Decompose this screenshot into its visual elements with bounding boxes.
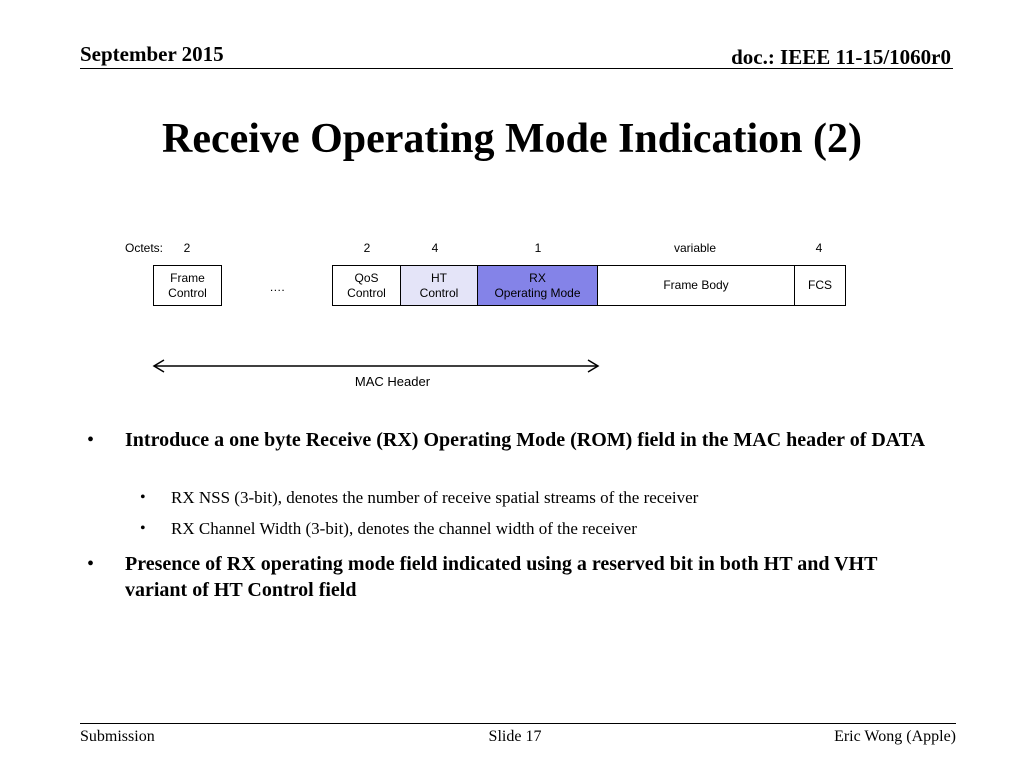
- sub-bullet-dot: •: [140, 520, 146, 537]
- octets-rx-operating-mode: 1: [534, 241, 542, 255]
- octets-fcs: 4: [815, 241, 823, 255]
- field-frame-control-line2: Control: [168, 285, 207, 300]
- field-qos-control: [332, 265, 401, 306]
- field-rx-operating-mode-line1: RX: [529, 270, 546, 285]
- field-ht-control: [400, 265, 478, 306]
- bullet-dot: •: [87, 429, 95, 451]
- bullet-presence-indication: Presence of RX operating mode field indicated using a reserved bit in both HT and VHT variant of HT Control field: [125, 553, 878, 601]
- sub-bullet-rx-nss: RX NSS (3-bit), denotes the number of receive spatial streams of the receiver: [171, 488, 699, 507]
- field-frame-control: [153, 265, 222, 306]
- header-doc-id: doc.: IEEE 11-15/1060r0: [731, 45, 951, 69]
- field-rx-operating-mode: [477, 265, 598, 306]
- bullet-rom-field: Introduce a one byte Receive (RX) Operating Mode (ROM) field in the MAC header of DATA: [125, 429, 926, 451]
- field-fcs-label: FCS: [808, 278, 832, 292]
- octets-frame-control: 2: [183, 241, 191, 255]
- footer-slide-number: Slide 17: [488, 728, 542, 745]
- omitted-fields-ellipsis: ….: [269, 280, 285, 294]
- sub-bullet-dot: •: [140, 489, 146, 506]
- field-ht-control-line2: Control: [419, 285, 459, 300]
- footer-submission: Submission: [80, 728, 155, 745]
- octets-label: Octets:: [124, 241, 163, 255]
- field-frame-control-line1: Frame: [170, 270, 205, 285]
- octets-ht-control: 4: [431, 241, 439, 255]
- field-rx-operating-mode-line2: Operating Mode: [494, 285, 581, 300]
- field-qos-control-line1: QoS: [354, 270, 379, 285]
- octets-frame-body: variable: [673, 241, 717, 255]
- field-ht-control-line1: HT: [431, 270, 447, 285]
- mac-header-label: MAC Header: [354, 374, 431, 389]
- mac-header-span-arrow: [150, 356, 602, 376]
- bullet-dot: •: [87, 553, 95, 575]
- footer-divider: [80, 723, 956, 724]
- slide-title: Receive Operating Mode Indication (2): [162, 116, 862, 162]
- octets-qos-control: 2: [363, 241, 371, 255]
- field-frame-body-label: Frame Body: [663, 278, 729, 292]
- sub-bullet-rx-channel-width: RX Channel Width (3-bit), denotes the channel width of the receiver: [171, 519, 637, 538]
- header-divider: [80, 68, 953, 69]
- field-fcs: [794, 265, 846, 306]
- field-frame-body: [597, 265, 795, 306]
- header-date: September 2015: [80, 42, 224, 66]
- footer-author: Eric Wong (Apple): [834, 728, 956, 745]
- field-qos-control-line2: Control: [347, 285, 386, 300]
